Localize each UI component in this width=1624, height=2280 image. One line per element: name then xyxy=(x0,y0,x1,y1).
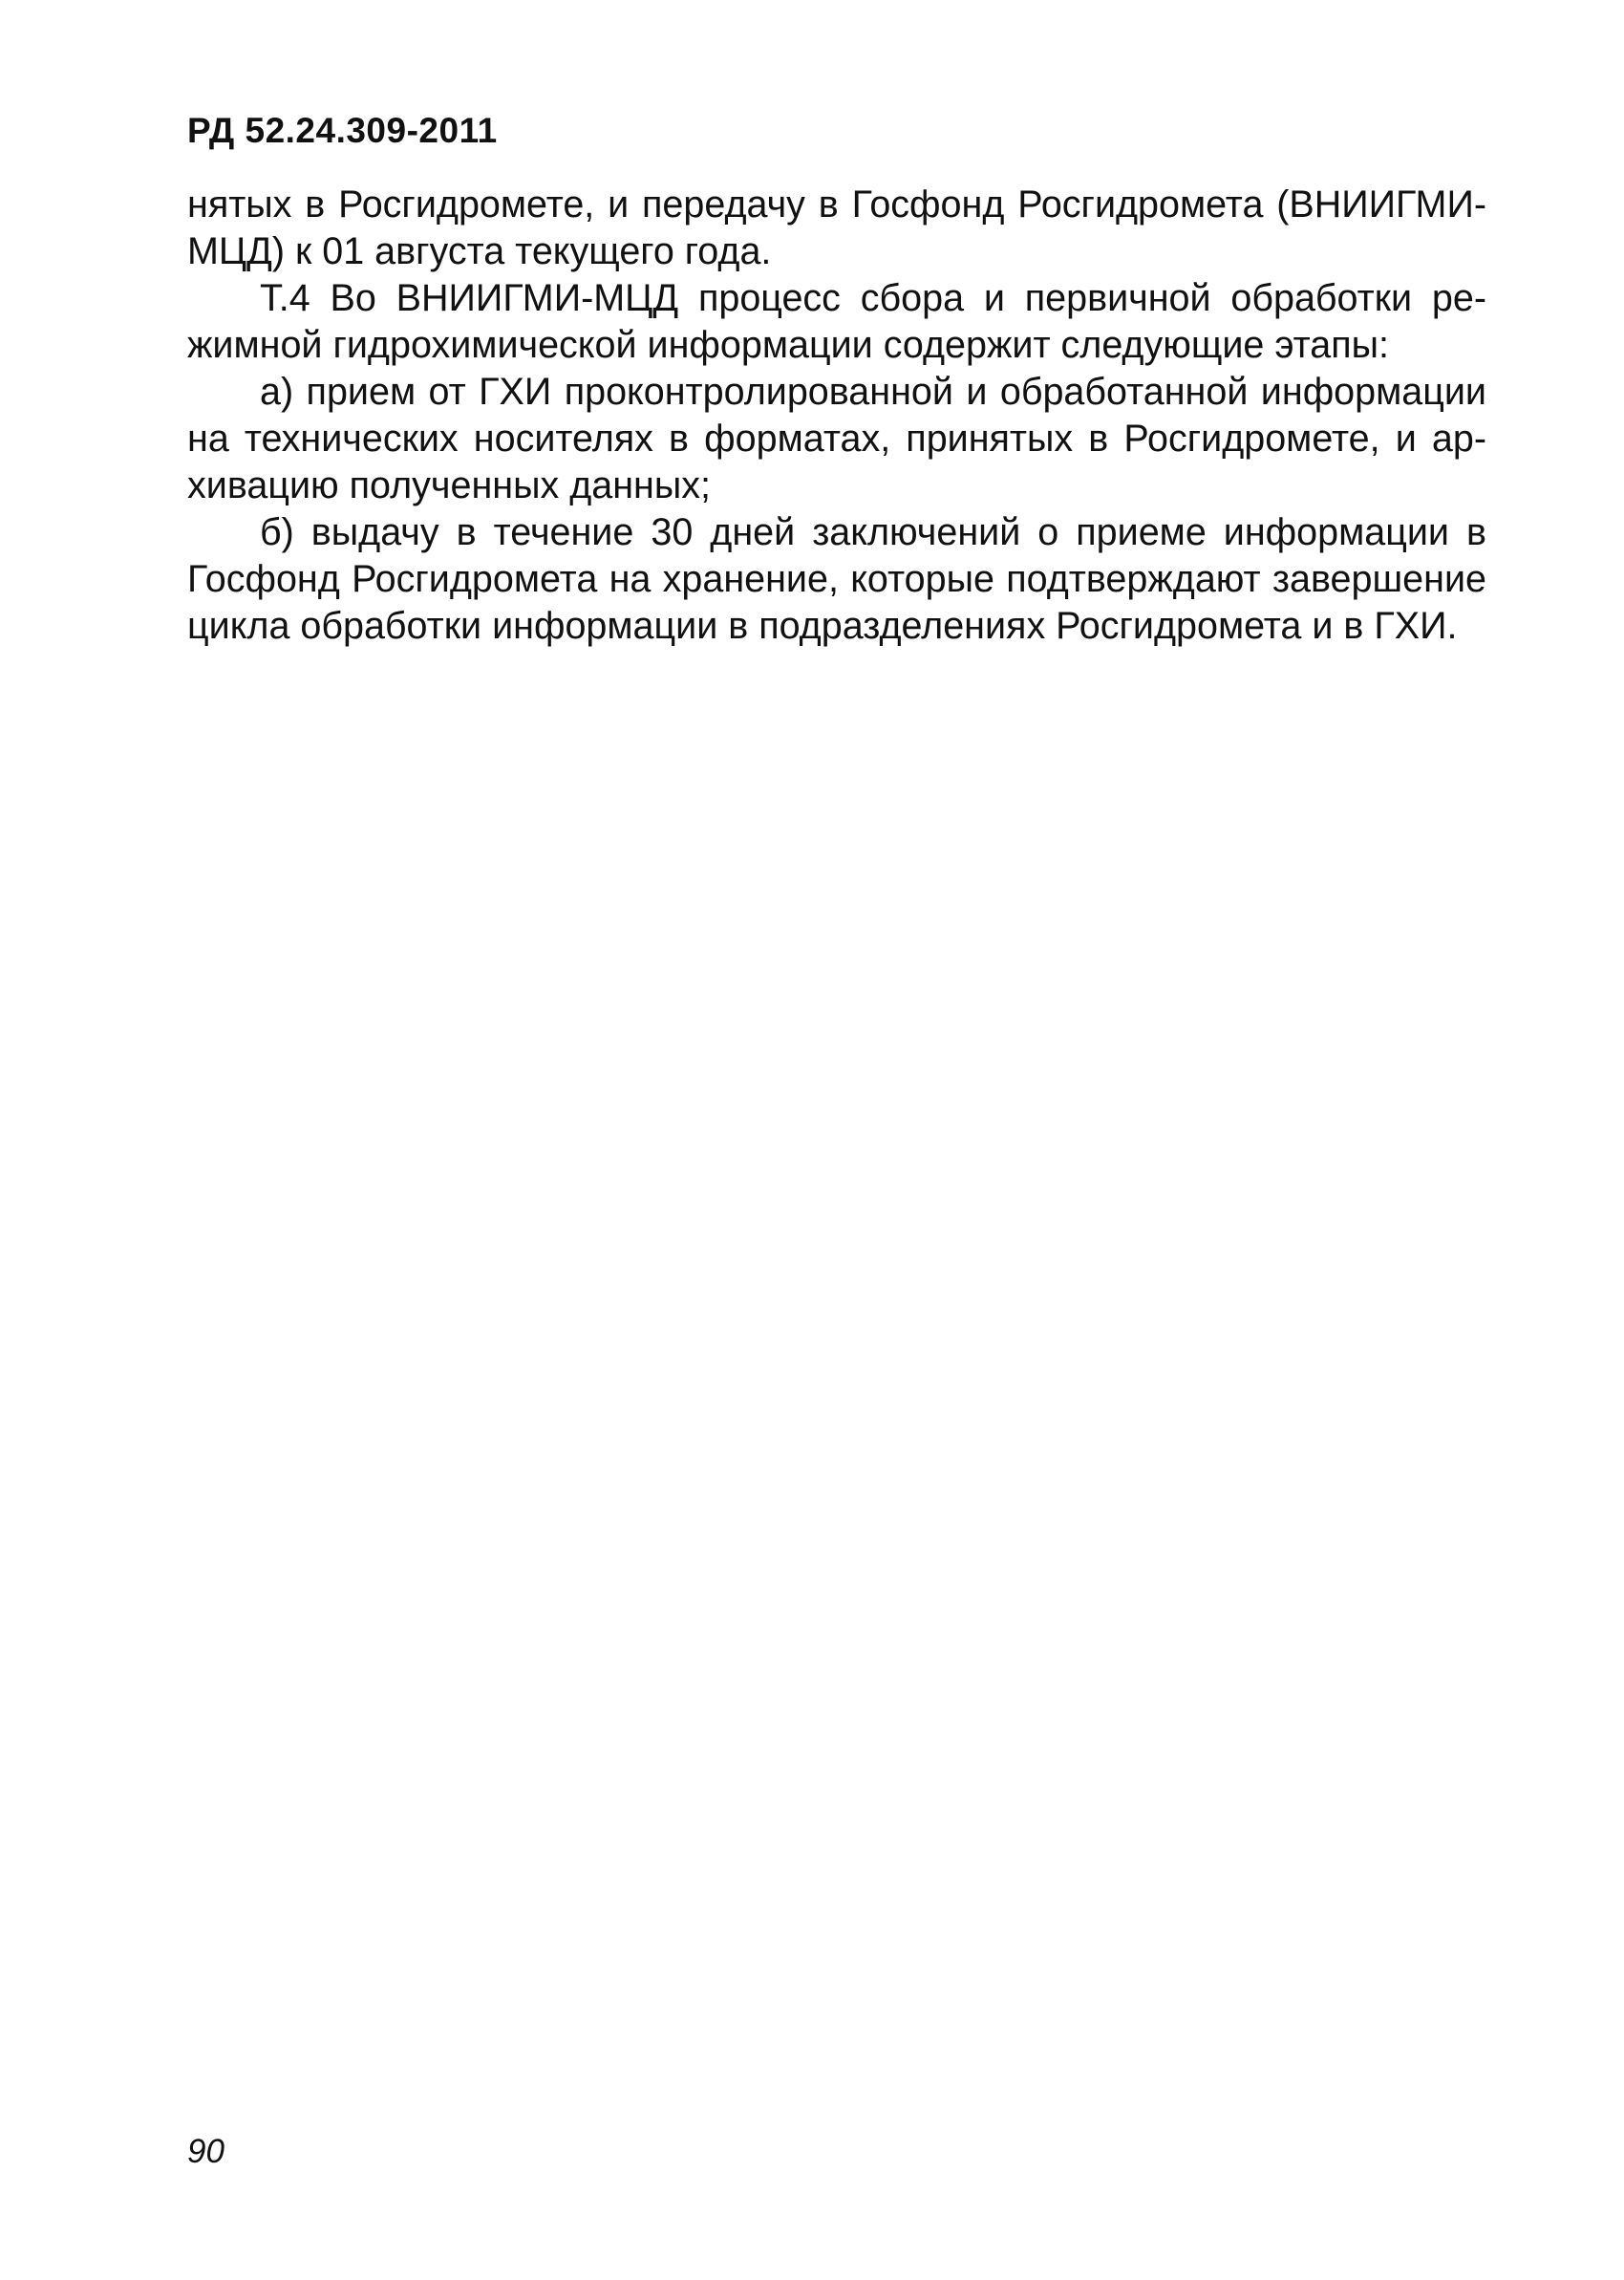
list-item-a-start: а) прием от ГХИ проконтролированной и обработанной информации xyxy=(260,371,1486,413)
text-line: Госфонд Росгидромета на хранение, которые подтверждают завершение xyxy=(187,558,1486,600)
page-number: 90 xyxy=(187,2133,224,2170)
text-line: нятых в Росгидромете, и передачу в Госфонд Росгидромета (ВНИИГМИ- xyxy=(187,183,1486,226)
body-text xyxy=(187,182,1486,650)
list-item-b-start: б) выдачу в течение 30 дней заключений о приеме информации в xyxy=(260,511,1486,553)
section-t4-start: Т.4 Во ВНИИГМИ-МЦД процесс сбора и первичной обработки ре- xyxy=(260,277,1486,319)
text-line: цикла обработки информации в подразделениях Росгидромета и в ГХИ. xyxy=(187,605,1458,647)
text-line: хивацию полученных данных; xyxy=(187,464,711,506)
text-line: МЦД) к 01 августа текущего года. xyxy=(187,230,772,272)
text-line: жимной гидрохимической информации содержит следующие этапы: xyxy=(187,324,1390,366)
text-line: на технических носителях в форматах, принятых в Росгидромете, и ар- xyxy=(187,418,1486,460)
document-code-header: РД 52.24.309-2011 xyxy=(187,111,498,150)
